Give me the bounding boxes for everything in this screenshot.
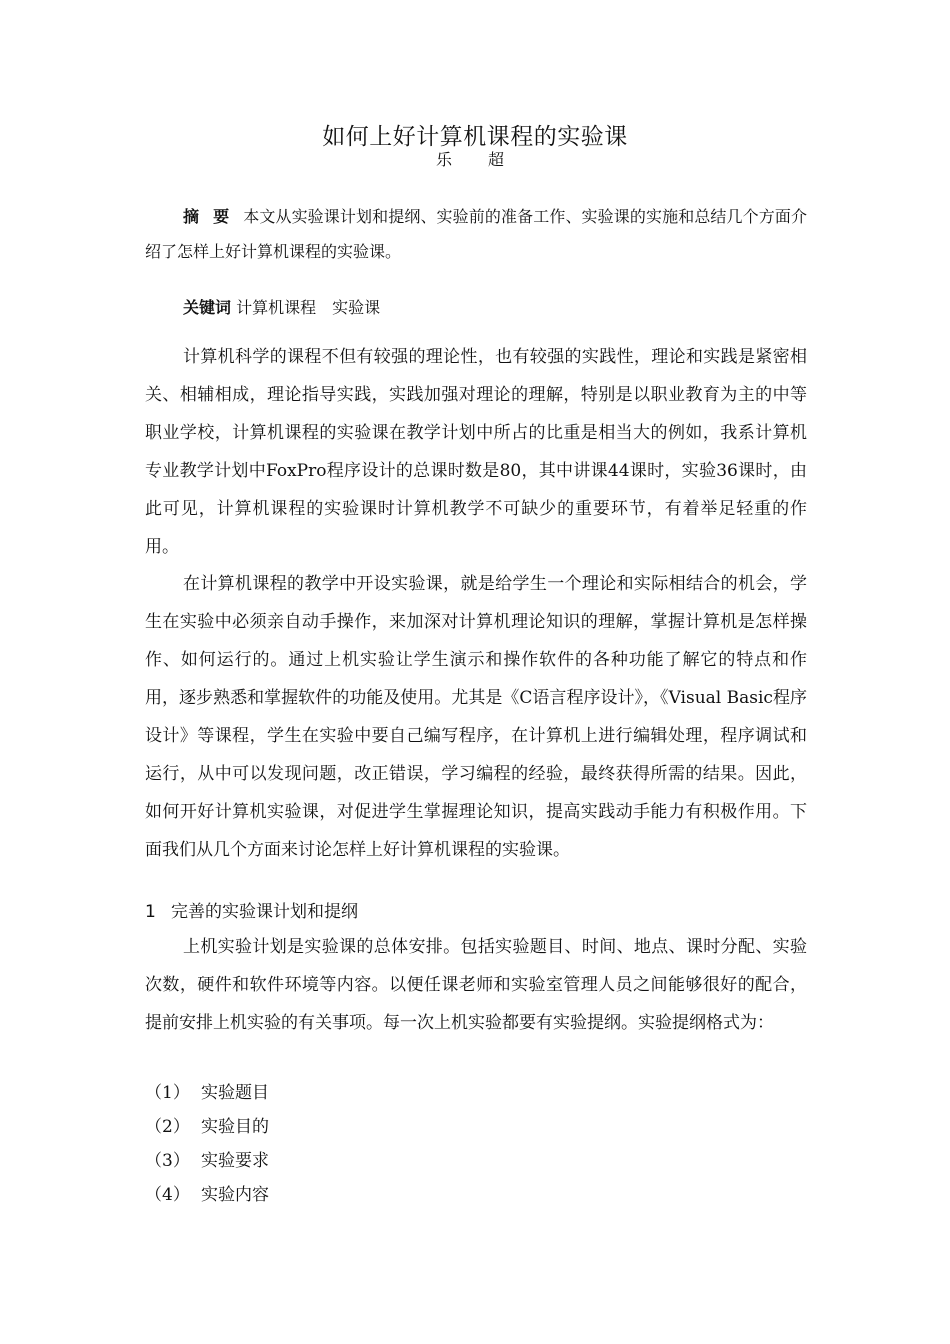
abstract [145,199,807,269]
keywords-label: 关键词 [183,298,232,317]
document-title: 如何上好计算机课程的实验课 [322,124,628,150]
keywords [145,293,807,323]
list-item-text: 实验题目 [201,1083,269,1103]
list-item [145,1110,269,1144]
list-item-text: 实验要求 [201,1151,269,1171]
section-title: 完善的实验课计划和提纲 [171,902,358,922]
section-heading-1 [145,896,358,928]
list-item-text: 实验目的 [201,1117,269,1137]
list-item [145,1144,269,1178]
section-number: 1 [145,902,156,922]
abstract-text: 本文从实验课计划和提纲、实验前的准备工作、实验课的实施和总结几个方面介绍了怎样上好计算机课程的实验课。 [145,207,807,261]
list-marker: （4） [145,1185,190,1205]
author-name: 乐 超 [435,150,514,169]
list-item [145,1076,269,1110]
body-paragraph-2: 在计算机课程的教学中开设实验课，就是给学生一个理论和实际相结合的机会，学生在实验中必须亲自动手操作，来加深对计算机理论知识的理解，掌握计算机是怎样操作、如何运行的。通过上机实验让学生演示和操作软件的各种功能了解它的特点和作用，逐步熟悉和掌握软件的功能及使用。尤其是《C语言程序设计》，《Visual Basic程序设计》等课程，学生在实验中要自己编写程序，在计算机上进行编辑处理，程序调试和运行，从中可以发现问题，改正错误，学习编程的经验，最终获得所需的结果。因此，如何开好计算机实验课，对促进学生掌握理论知识，提高实践动手能力有积极作用。下面我们从几个方面来讨论怎样上好计算机课程的实验课。 [145,574,807,860]
outline-list [145,1076,269,1212]
list-marker: （3） [145,1151,190,1171]
body-paragraph-1: 计算机科学的课程不但有较强的理论性，也有较强的实践性，理论和实践是紧密相关、相辅相成，理论指导实践，实践加强对理论的理解，特别是以职业教育为主的中等职业学校，计算机课程的实验课在教学计划中所占的比重是相当大的例如，我系计算机专业教学计划中FoxPro程序设计的总课时数是80，其中讲课44课时，实验36课时，由此可见，计算机课程的实验课时计算机教学不可缺少的重要环节，有着举足轻重的作用。 [145,347,807,557]
list-marker: （2） [145,1117,190,1137]
section-1-paragraph: 上机实验计划是实验课的总体安排。包括实验题目、时间、地点、课时分配、实验次数，硬件和软件环境等内容。以便任课老师和实验室管理人员之间能够很好的配合，提前安排上机实验的有关事项。每一次上机实验都要有实验提纲。实验提纲格式为： [145,937,807,1033]
list-item-text: 实验内容 [201,1185,269,1205]
list-item [145,1178,269,1212]
abstract-label: 摘要 [183,207,244,226]
list-marker: （1） [145,1083,190,1103]
keywords-text: 计算机课程 实验课 [236,298,381,317]
